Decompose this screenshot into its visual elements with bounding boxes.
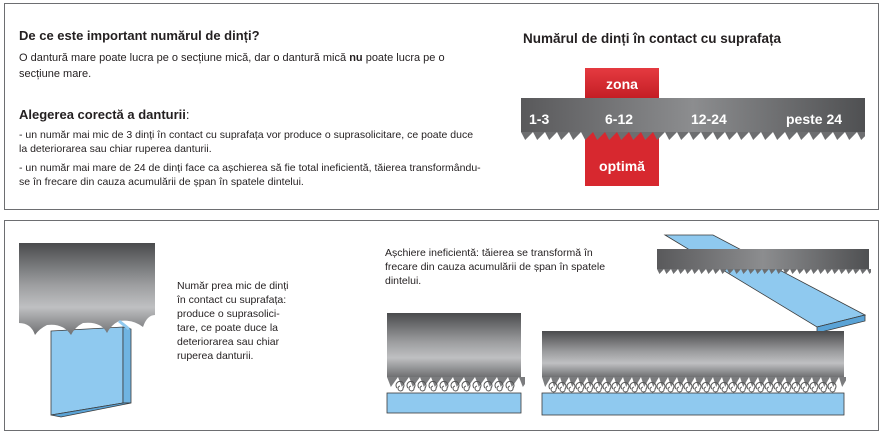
saw-tooth (475, 377, 486, 387)
swarf-curl (630, 382, 638, 392)
saw-tooth (725, 132, 737, 140)
swarf-curl (684, 382, 692, 392)
zone-top-label: zona (606, 76, 638, 92)
swarf-curl (756, 382, 764, 392)
swarf-curl (429, 381, 437, 391)
saw-tooth (486, 377, 497, 387)
inefficient-caption (385, 246, 655, 288)
saw-tooth (508, 377, 519, 387)
saw-tooth (797, 132, 809, 140)
inefficient-caption-line: Așchiere ineficientă: tăierea se transformă în (385, 247, 593, 259)
saw-tooth (542, 377, 551, 387)
saw-tooth (464, 377, 475, 387)
saw-tooth (442, 377, 453, 387)
saw-tooth (797, 269, 804, 274)
saw-tooth (398, 377, 409, 387)
chart-title: Numărul de dinți în contact cu suprafața (523, 31, 782, 46)
saw-tooth (713, 132, 725, 140)
swarf-curl (495, 381, 503, 391)
saw-tooth (785, 132, 797, 140)
saw-tooth (773, 132, 785, 140)
swarf-curl (648, 382, 656, 392)
saw-tooth (581, 132, 593, 140)
few-teeth-caption-line: ruperea danturii. (177, 350, 254, 362)
swarf-curl (792, 382, 800, 392)
saw-tooth (833, 132, 845, 140)
bottom-illustration-panel (4, 220, 879, 431)
swarf-curl (711, 382, 719, 392)
importance-heading: De ce este important numărul de dinți? (19, 28, 260, 43)
swarf-curl (549, 382, 557, 392)
saw-tooth (706, 269, 713, 274)
saw-tooth (692, 269, 699, 274)
saw-tooth (664, 269, 671, 274)
saw-tooth (671, 269, 678, 274)
swarf-curl (396, 381, 404, 391)
swarf-curl (657, 382, 665, 392)
few-teeth-caption-line: Număr prea mic de dinți (177, 280, 289, 292)
few-teeth-caption-line: deteriorarea sau chiar (177, 336, 280, 348)
swarf-curl (801, 382, 809, 392)
saw-tooth (809, 132, 821, 140)
swarf-curl (765, 382, 773, 392)
long-blade-swarf-illustration (540, 331, 846, 418)
saw-tooth (409, 377, 420, 387)
swarf-curl (639, 382, 647, 392)
saw-tooth (557, 132, 569, 140)
saw-tooth (593, 132, 605, 140)
swarf-curl (774, 382, 782, 392)
band-label-12-24: 12-24 (691, 111, 727, 127)
few-teeth-caption-line: tare, ce poate duce la (177, 322, 278, 334)
few-teeth-caption-line: în contact cu suprafața: (177, 294, 287, 306)
band-label-6-12: 6-12 (605, 111, 634, 127)
saw-tooth (420, 377, 431, 387)
swarf-curl (418, 381, 426, 391)
band-label-over-24: peste 24 (786, 111, 843, 127)
swarf-curl (594, 382, 602, 392)
swarf-curl (828, 382, 836, 392)
intro-text-b: poate lucra pe o secțiune mare. (19, 52, 445, 80)
saw-tooth (713, 269, 720, 274)
saw-tooth (857, 132, 865, 140)
intro-text-bold: nu (349, 52, 363, 64)
saw-tooth (533, 132, 545, 140)
swarf-curl (819, 382, 827, 392)
saw-tooth (453, 377, 464, 387)
importance-text (19, 50, 469, 82)
swarf-curl (407, 381, 415, 391)
saw-tooth (605, 132, 617, 140)
saw-tooth (545, 132, 557, 140)
saw-tooth (749, 132, 761, 140)
swarf-curl (783, 382, 791, 392)
saw-tooth (629, 132, 641, 140)
saw-tooth (678, 269, 685, 274)
saw-tooth (839, 269, 846, 274)
intro-text-a: O dantură mare poate lucra pe o secțiune mică, dar o dantură mică (19, 52, 350, 64)
saw-tooth (804, 269, 811, 274)
swarf-curl (558, 382, 566, 392)
saw-tooth (657, 269, 664, 274)
bullet-too-many: - un număr mai mare de 24 de dinți face ca așchierea să fie total ineficientă, tăierea transformându-se în frecare din cauza acumulării de șpan în spatele dintelui. (19, 162, 481, 188)
saw-tooth (790, 269, 797, 274)
swarf-curl (612, 382, 620, 392)
saw-tooth (761, 132, 773, 140)
swarf-curl (603, 382, 611, 392)
saw-tooth (431, 377, 442, 387)
saw-tooth (569, 132, 581, 140)
saw-tooth (689, 132, 701, 140)
zone-bottom-label: optimă (599, 158, 645, 174)
angled-workpiece-illustration (655, 229, 871, 333)
band-label-1-3: 1-3 (529, 111, 550, 127)
swarf-curl (720, 382, 728, 392)
inefficient-caption-line: dintelui. (385, 275, 422, 287)
saw-tooth (860, 269, 867, 274)
swarf-curl (738, 382, 746, 392)
saw-tooth (699, 269, 706, 274)
saw-tooth (818, 269, 825, 274)
bullet-too-few: - un număr mai mic de 3 dinți în contact cu suprafața vor produce o suprasolicitare, ce poate duce la deteriorarea sau chiar ruperea danturii. (19, 129, 474, 155)
saw-tooth (846, 269, 853, 274)
swarf-curl (576, 382, 584, 392)
swarf-curl (451, 381, 459, 391)
swarf-curl (810, 382, 818, 392)
saw-tooth (685, 269, 692, 274)
saw-tooth (845, 132, 857, 140)
choice-heading (19, 107, 190, 122)
swarf-curl (666, 382, 674, 392)
saw-tooth (853, 269, 860, 274)
saw-tooth (811, 269, 818, 274)
swarf-curl (440, 381, 448, 391)
swarf-curl (585, 382, 593, 392)
swarf-curl (747, 382, 755, 392)
swarf-curl (702, 382, 710, 392)
swarf-curl (484, 381, 492, 391)
saw-tooth (665, 132, 677, 140)
saw-tooth (867, 269, 871, 274)
swarf-curl (621, 382, 629, 392)
saw-tooth (641, 132, 653, 140)
top-info-panel (4, 3, 879, 210)
swarf-curl (506, 381, 514, 391)
choice-heading-text: Alegerea corectă a danturii (19, 107, 186, 122)
saw-tooth (521, 132, 533, 140)
saw-tooth (387, 377, 398, 387)
saw-tooth (701, 132, 713, 140)
few-teeth-caption (177, 279, 337, 363)
saw-tooth (653, 132, 665, 140)
inefficient-caption-line: frecare din cauza acumulării de șpan în spatele (385, 261, 606, 273)
saw-tooth (832, 269, 839, 274)
saw-tooth (821, 132, 833, 140)
swarf-curl (675, 382, 683, 392)
saw-tooth (825, 269, 832, 274)
swarf-curl (462, 381, 470, 391)
swarf-curl (729, 382, 737, 392)
saw-tooth (677, 132, 689, 140)
choice-heading-colon: : (185, 107, 190, 122)
swarf-curl (567, 382, 575, 392)
saw-tooth (839, 377, 846, 387)
saw-tooth (519, 377, 525, 387)
swarf-curl (473, 381, 481, 391)
saw-tooth (497, 377, 508, 387)
few-teeth-illustration (15, 243, 160, 418)
saw-tooth (737, 132, 749, 140)
short-blade-swarf-illustration (385, 313, 525, 418)
saw-tooth (617, 132, 629, 140)
swarf-curl (693, 382, 701, 392)
few-teeth-caption-line: produce o suprasolici- (177, 308, 280, 320)
